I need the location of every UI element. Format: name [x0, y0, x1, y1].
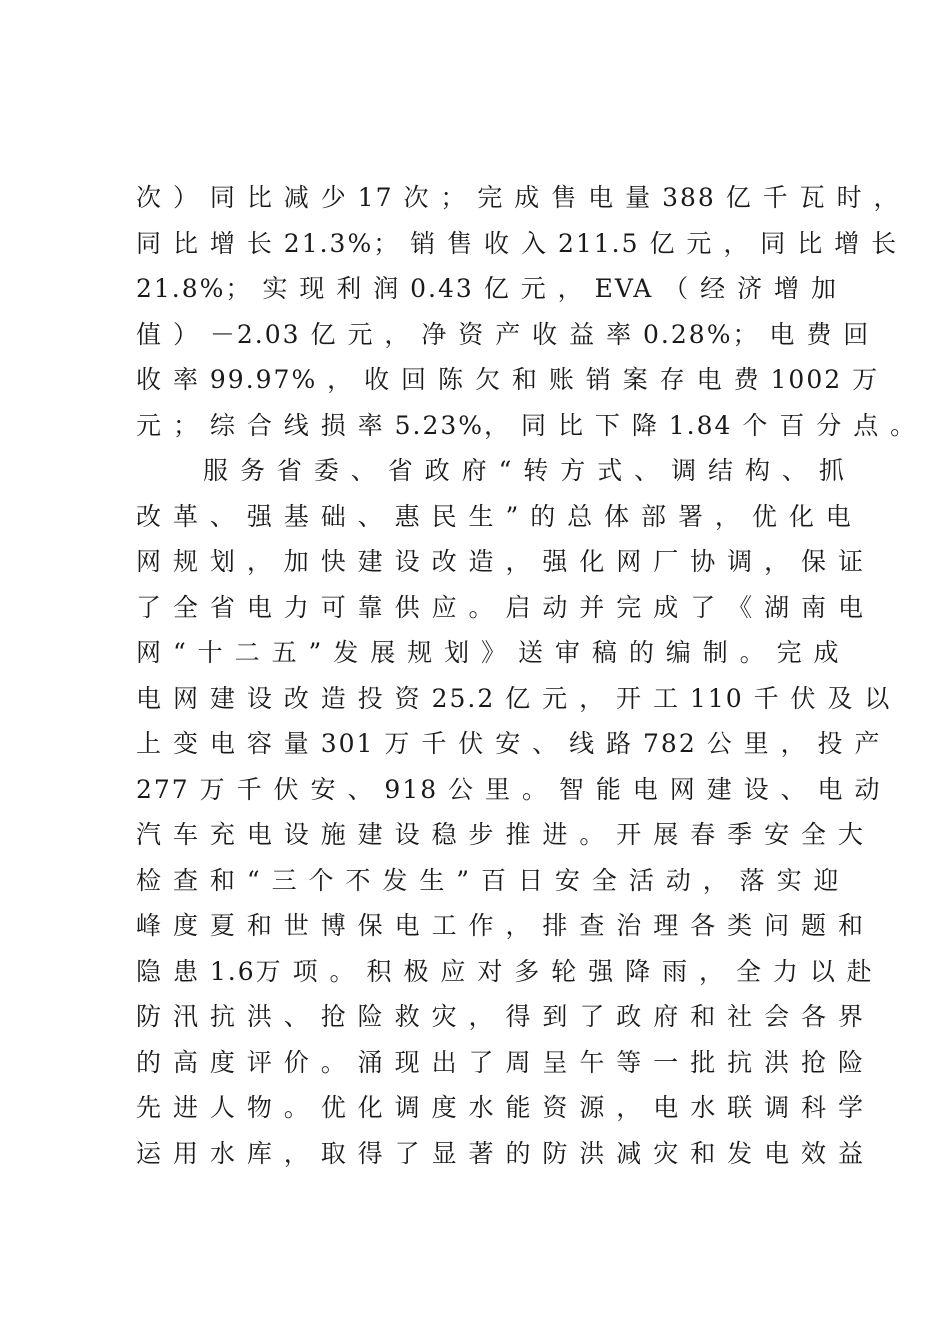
text-line-9: 网 规 划 ， 加 快 建 设 改 造 ， 强 化 网 厂 协 调 ， 保 证	[136, 547, 865, 576]
text-line-17: 峰 度 夏 和 世 博 保 电 工 作 ， 排 查 治 理 各 类 问 题 和	[136, 911, 865, 940]
text-line-4: 值 ） －2.03 亿 元 ， 净 资 产 收 益 率 0.28%； 电 费 回	[136, 319, 871, 349]
text-line-14: 277 万 千 伏 安 、 918 公 里 。 智 能 电 网 建 设 、 电 动	[136, 774, 882, 804]
text-line-21: 先 进 人 物 。 优 化 调 度 水 能 资 源 ， 电 水 联 调 科 学	[136, 1093, 865, 1122]
text-line-6: 元 ； 综 合 线 损 率 5.23%， 同 比 下 降 1.84 个 百 分 点 。	[136, 410, 918, 440]
text-line-12: 电 网 建 设 改 造 投 资 25.2 亿 元 ， 开 工 110 千 伏 及 以	[136, 683, 892, 713]
text-line-19: 防 汛 抗 洪 、 抢 险 救 灾 ， 得 到 了 政 府 和 社 会 各 界	[136, 1002, 865, 1031]
text-line-20: 的 高 度 评 价 。 涌 现 出 了 周 呈 午 等 一 批 抗 洪 抢 险	[136, 1047, 865, 1077]
text-line-18: 隐 患 1.6万 项 。 积 极 应 对 多 轮 强 降 雨 ， 全 力 以 赴	[136, 956, 874, 986]
text-line-11: 网 “ 十 二 五 ” 发 展 规 划 》 送 审 稿 的 编 制 。 完 成	[136, 638, 841, 667]
text-line-10: 了 全 省 电 力 可 靠 供 应 。 启 动 并 完 成 了 《 湖 南 电	[136, 592, 865, 622]
text-line-13: 上 变 电 容 量 301 万 千 伏 安 、 线 路 782 公 里 ， 投 产	[136, 729, 882, 758]
text-line-3: 21.8%； 实 现 利 润 0.43 亿 元 ， EVA （ 经 济 增 加	[136, 274, 839, 303]
text-line-16: 检 查 和 “ 三 个 不 发 生 ” 百 日 安 全 活 动 ， 落 实 迎	[136, 865, 841, 895]
text-line-1: 次 ） 同 比 减 少 17 次 ； 完 成 售 电 量 388 亿 千 瓦 时 ，	[136, 183, 901, 212]
text-line-5: 收 率 99.97% ， 收 回 陈 欠 和 账 销 案 存 电 费 1002 万	[136, 365, 880, 394]
body-text	[136, 175, 918, 1176]
text-line-15: 汽 车 充 电 设 施 建 设 稳 步 推 进 。 开 展 春 季 安 全 大	[136, 820, 865, 849]
text-line-2: 同 比 增 长 21.3%； 销 售 收 入 211.5 亿 元 ， 同 比 增 长	[136, 228, 899, 258]
text-line-22: 运 用 水 库 ， 取 得 了 显 著 的 防 洪 减 灾 和 发 电 效 益	[136, 1138, 865, 1168]
text-line-8: 改 革 、 强 基 础 、 惠 民 生 ” 的 总 体 部 署 ， 优 化 电	[136, 501, 853, 531]
text-line-7: 服 务 省 委 、 省 政 府 “ 转 方 式 、 调 结 构 、 抓	[203, 456, 846, 485]
